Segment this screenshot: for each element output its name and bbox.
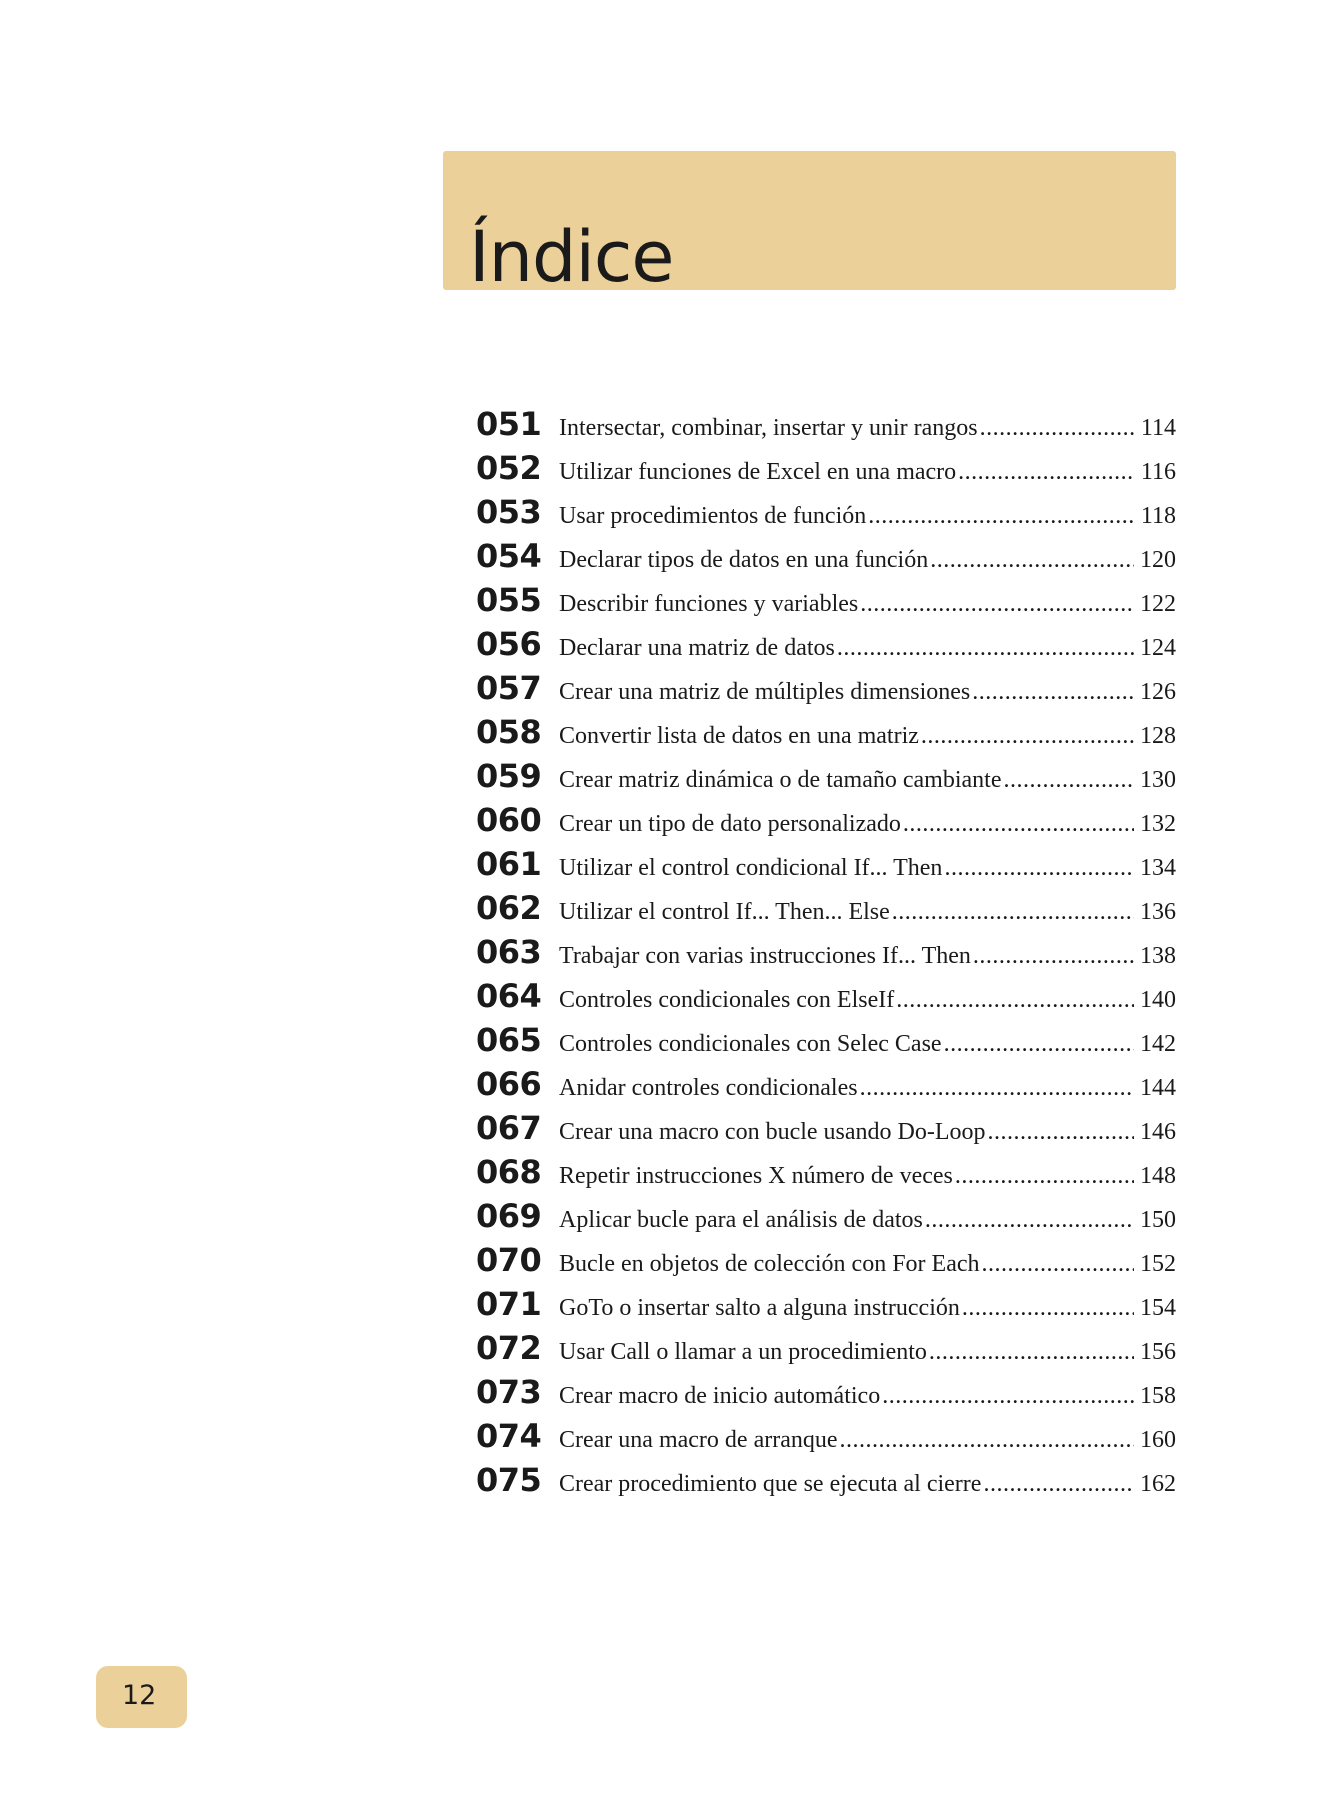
toc-dot-leader (982, 1252, 1134, 1276)
toc-entry-title: Controles condicionales con ElseIf (559, 987, 895, 1013)
toc-dot-leader (944, 1032, 1134, 1056)
toc-entry[interactable] (476, 1065, 1176, 1112)
toc-entry-title: Crear una macro de arranque (559, 1427, 838, 1453)
toc-entry[interactable] (476, 625, 1176, 672)
toc-entry-page: 160 (1140, 1427, 1176, 1453)
toc-dot-leader (860, 1076, 1134, 1100)
toc-entry-page: 132 (1140, 811, 1176, 837)
toc-entry-number: 058 (476, 713, 542, 751)
toc-entry[interactable] (476, 581, 1176, 628)
toc-entry-number: 075 (476, 1461, 542, 1499)
toc-entry[interactable] (476, 1197, 1176, 1244)
toc-entry-number: 059 (476, 757, 542, 795)
toc-dot-leader (973, 944, 1134, 968)
toc-entry[interactable] (476, 1241, 1176, 1288)
toc-dot-leader (921, 724, 1134, 748)
toc-entry-number: 069 (476, 1197, 542, 1235)
toc-entry-page: 126 (1140, 679, 1176, 705)
toc-entry[interactable] (476, 1021, 1176, 1068)
toc-dot-leader (925, 1208, 1134, 1232)
toc-entry-page: 154 (1140, 1295, 1176, 1321)
toc-entry[interactable] (476, 1329, 1176, 1376)
toc-entry[interactable] (476, 1153, 1176, 1200)
toc-entry[interactable] (476, 1461, 1176, 1508)
toc-entry-number: 052 (476, 449, 542, 487)
toc-dot-leader (955, 1164, 1134, 1188)
toc-entry[interactable] (476, 405, 1176, 452)
toc-entry-number: 065 (476, 1021, 542, 1059)
toc-entry-page: 130 (1140, 767, 1176, 793)
toc-entry-number: 060 (476, 801, 542, 839)
toc-entry[interactable] (476, 889, 1176, 936)
toc-entry-page: 138 (1140, 943, 1176, 969)
toc-entry-page: 144 (1140, 1075, 1176, 1101)
toc-entry-title: Crear procedimiento que se ejecuta al cierre (559, 1471, 982, 1497)
toc-entry-title: Utilizar el control If... Then... Else (559, 899, 890, 925)
toc-entry-title: Crear una macro con bucle usando Do-Loop (559, 1119, 986, 1145)
toc-entry[interactable] (476, 713, 1176, 760)
toc-entry-title: Crear matriz dinámica o de tamaño cambiante (559, 767, 1002, 793)
toc-entry[interactable] (476, 1285, 1176, 1332)
toc-entry-number: 074 (476, 1417, 542, 1455)
toc-entry-number: 061 (476, 845, 542, 883)
toc-entry-title: Utilizar funciones de Excel en una macro (559, 459, 957, 485)
toc-entry[interactable] (476, 933, 1176, 980)
toc-entry-number: 071 (476, 1285, 542, 1323)
toc-entry-number: 064 (476, 977, 542, 1015)
toc-dot-leader (980, 416, 1134, 440)
toc-entry[interactable] (476, 669, 1176, 716)
toc-entry-title: Aplicar bucle para el análisis de datos (559, 1207, 923, 1233)
toc-entry-number: 066 (476, 1065, 542, 1103)
toc-dot-leader (840, 1428, 1134, 1452)
toc-entry-title: Utilizar el control condicional If... Then (559, 855, 943, 881)
toc-entry-title: Usar procedimientos de función (559, 503, 867, 529)
toc-entry-page: 136 (1140, 899, 1176, 925)
toc-entry-page: 142 (1140, 1031, 1176, 1057)
toc-entry-page: 152 (1140, 1251, 1176, 1277)
toc-entry-page: 122 (1140, 591, 1176, 617)
toc-entry-title: Usar Call o llamar a un procedimiento (559, 1339, 927, 1365)
toc-entry-title: Convertir lista de datos en una matriz (559, 723, 919, 749)
toc-dot-leader (962, 1296, 1134, 1320)
toc-entry-page: 150 (1140, 1207, 1176, 1233)
toc-entry-number: 057 (476, 669, 542, 707)
toc-entry[interactable] (476, 493, 1176, 540)
toc-entry[interactable] (476, 449, 1176, 496)
toc-entry-title: Trabajar con varias instrucciones If... Then (559, 943, 971, 969)
toc-dot-leader (896, 988, 1134, 1012)
toc-entry-page: 162 (1140, 1471, 1176, 1497)
toc-entry-title: Intersectar, combinar, insertar y unir rangos (559, 415, 978, 441)
toc-entry-page: 114 (1140, 415, 1176, 441)
toc-entry-title: Repetir instrucciones X número de veces (559, 1163, 953, 1189)
toc-dot-leader (930, 548, 1134, 572)
toc-entry-page: 146 (1140, 1119, 1176, 1145)
toc-entry-number: 068 (476, 1153, 542, 1191)
toc-dot-leader (944, 856, 1134, 880)
toc-dot-leader (868, 504, 1134, 528)
toc-entry-title: Bucle en objetos de colección con For Each (559, 1251, 980, 1277)
toc-entry-title: GoTo o insertar salto a alguna instrucción (559, 1295, 960, 1321)
toc-entry-title: Controles condicionales con Selec Case (559, 1031, 942, 1057)
toc-entry-number: 056 (476, 625, 542, 663)
toc-dot-leader (860, 592, 1134, 616)
toc-entry[interactable] (476, 1109, 1176, 1156)
toc-entry[interactable] (476, 801, 1176, 848)
toc-entry-number: 051 (476, 405, 542, 443)
toc-dot-leader (983, 1472, 1134, 1496)
table-of-contents (476, 405, 1176, 1508)
toc-entry-number: 055 (476, 581, 542, 619)
toc-entry[interactable] (476, 1373, 1176, 1420)
toc-entry-title: Anidar controles condicionales (559, 1075, 858, 1101)
toc-entry-number: 067 (476, 1109, 542, 1147)
toc-entry-page: 120 (1140, 547, 1176, 573)
toc-entry-page: 124 (1140, 635, 1176, 661)
toc-entry-number: 072 (476, 1329, 542, 1367)
toc-dot-leader (903, 812, 1134, 836)
toc-dot-leader (882, 1384, 1134, 1408)
toc-entry-page: 140 (1140, 987, 1176, 1013)
toc-dot-leader (958, 460, 1134, 484)
toc-entry-number: 053 (476, 493, 542, 531)
toc-entry-title: Describir funciones y variables (559, 591, 859, 617)
toc-entry[interactable] (476, 757, 1176, 804)
toc-entry-page: 116 (1140, 459, 1176, 485)
toc-entry-title: Crear una matriz de múltiples dimensiones (559, 679, 971, 705)
toc-entry[interactable] (476, 845, 1176, 892)
toc-entry-page: 134 (1140, 855, 1176, 881)
toc-entry[interactable] (476, 537, 1176, 584)
toc-entry-page: 128 (1140, 723, 1176, 749)
toc-entry-page: 148 (1140, 1163, 1176, 1189)
toc-entry-title: Declarar tipos de datos en una función (559, 547, 929, 573)
title-band (443, 151, 1176, 298)
page-title: Índice (469, 216, 674, 298)
toc-dot-leader (929, 1340, 1134, 1364)
toc-entry[interactable] (476, 977, 1176, 1024)
toc-dot-leader (988, 1120, 1134, 1144)
toc-entry[interactable] (476, 1417, 1176, 1464)
toc-entry-page: 158 (1140, 1383, 1176, 1409)
toc-entry-title: Crear macro de inicio automático (559, 1383, 881, 1409)
toc-entry-number: 073 (476, 1373, 542, 1411)
toc-entry-page: 156 (1140, 1339, 1176, 1365)
toc-dot-leader (837, 636, 1134, 660)
toc-entry-number: 063 (476, 933, 542, 971)
toc-entry-number: 070 (476, 1241, 542, 1279)
toc-entry-number: 062 (476, 889, 542, 927)
toc-entry-page: 118 (1140, 503, 1176, 529)
toc-entry-title: Declarar una matriz de datos (559, 635, 835, 661)
page-number-badge (96, 1666, 187, 1728)
toc-dot-leader (972, 680, 1134, 704)
toc-dot-leader (1003, 768, 1134, 792)
toc-dot-leader (892, 900, 1134, 924)
toc-entry-title: Crear un tipo de dato personalizado (559, 811, 901, 837)
toc-entry-number: 054 (476, 537, 542, 575)
page-number: 12 (122, 1680, 157, 1711)
